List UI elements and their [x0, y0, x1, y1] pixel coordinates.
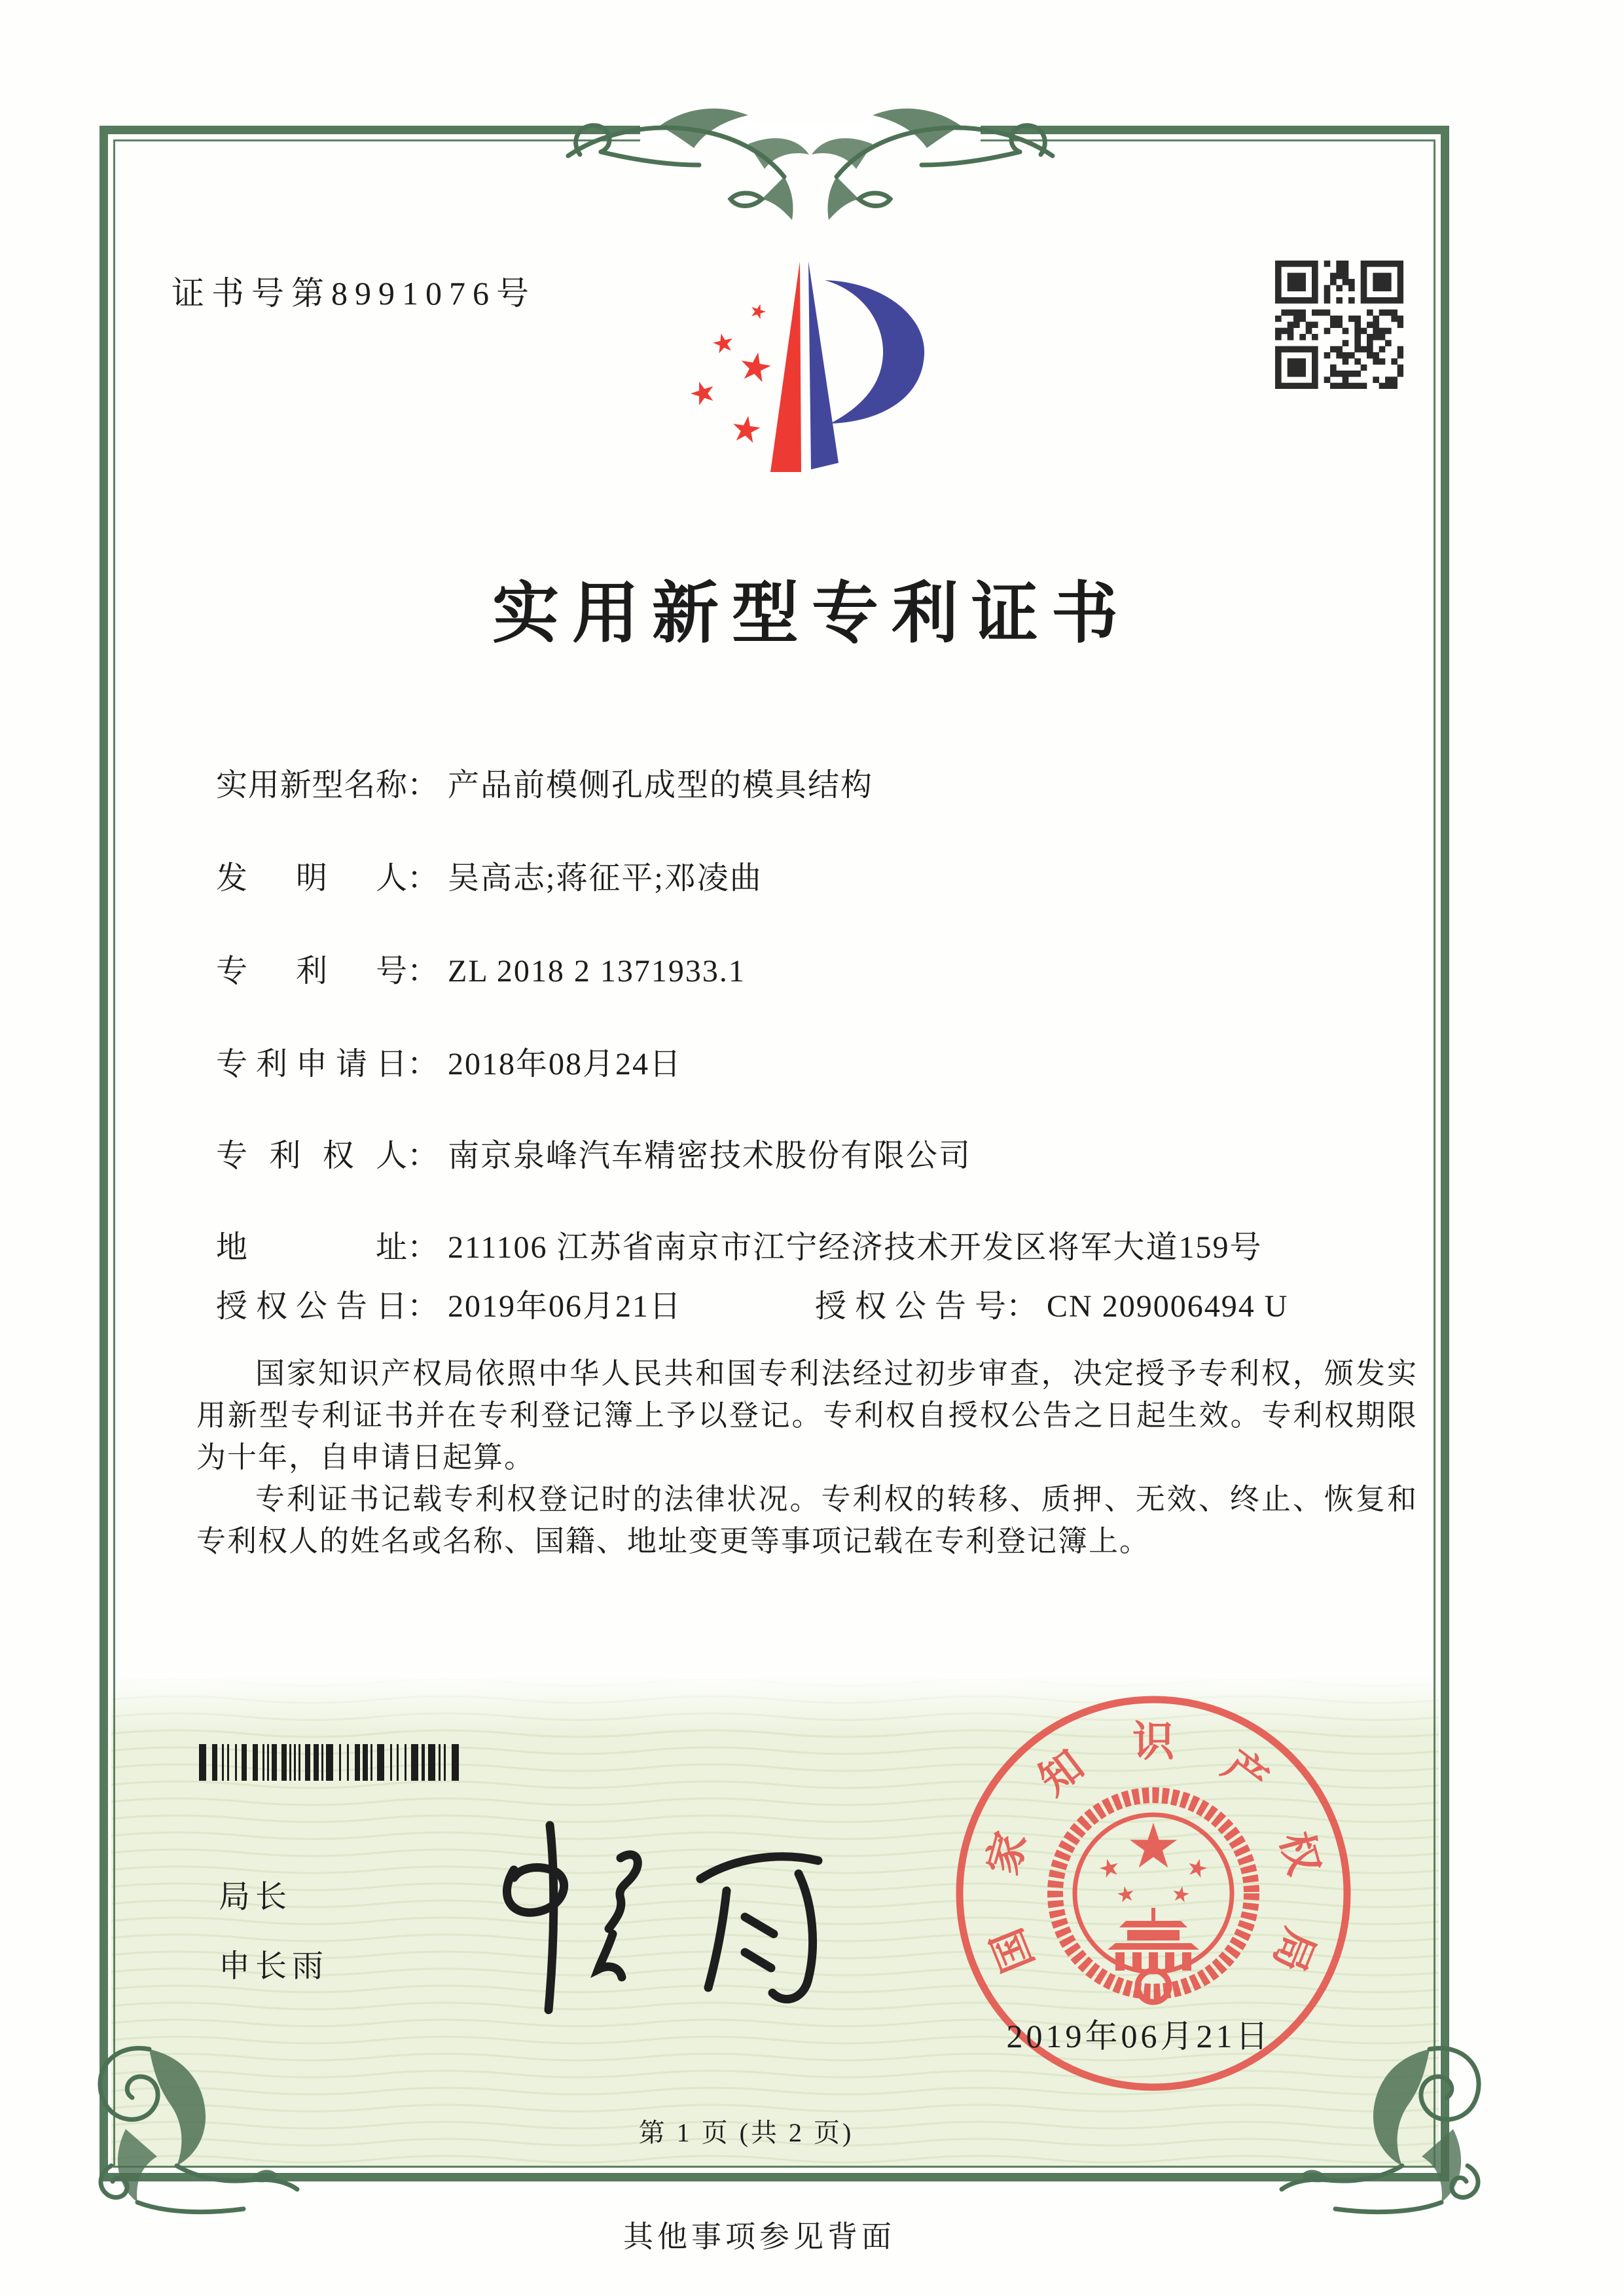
field-row-6: [216, 1222, 1440, 1265]
cnipa-logo-icon: [677, 255, 929, 481]
field-row-2: [216, 852, 1440, 896]
certificate-title: 实用新型专利证书: [492, 577, 1131, 651]
field-value: 产品前模侧孔成型的模具结构: [448, 768, 874, 803]
grant-date-label: 授权公告日: [216, 1289, 407, 1324]
grant-number-pair: [815, 1281, 1288, 1326]
legal-paragraph-2: 专利证书记载专利权登记时的法律状况。专利权的转移、质押、无效、终止、恢复和专利权人的姓名或名称、国籍、地址变更等事项记载在专利登记簿上。: [196, 1483, 1418, 1558]
grant-date-value: 2019年06月21日: [448, 1289, 683, 1324]
legal-paragraph-1: 国家知识产权局依照中华人民共和国专利法经过初步审查，决定授予专利权，颁发实用新型专利证书并在专利登记簿上予以登记。专利权自授权公告之日起生效。专利权期限为十年，自申请日起算。: [196, 1357, 1418, 1474]
top-center-ornament-icon: [562, 92, 1059, 232]
colon: ：: [407, 1289, 439, 1324]
page-number: 第 1 页 (共 2 页): [638, 2118, 854, 2147]
field-value: 吴高志;蒋征平;邓凌曲: [448, 861, 763, 896]
qr-code-icon: [1275, 261, 1403, 392]
grant-number-value: CN 209006494 U: [1047, 1289, 1289, 1324]
colon: ：: [407, 768, 439, 803]
field-row-4: [216, 1038, 1440, 1082]
grant-number-label: 授权公告号: [815, 1289, 1006, 1324]
field-value: 南京泉峰汽车精密技术股份有限公司: [448, 1139, 972, 1173]
seal-ring-char: 国: [983, 1922, 1043, 1978]
seal-ring-char: 产: [1214, 1741, 1276, 1804]
field-label: 地址: [216, 1230, 407, 1265]
handwritten-signature-icon: [452, 1819, 884, 2018]
field-label: 实用新型名称: [216, 768, 407, 803]
barcode-icon: [198, 1744, 462, 1784]
back-side-note: 其他事项参见背面: [623, 2220, 895, 2253]
field-label: 专利申请日: [216, 1047, 407, 1082]
grant-date-pair: [216, 1281, 682, 1326]
field-label: 发明人: [216, 861, 407, 896]
grant-row: [216, 1281, 1440, 1324]
field-row-5: [216, 1130, 1440, 1171]
colon: ：: [407, 1230, 439, 1265]
field-row-3: [216, 945, 1440, 989]
seal-ring-char: 家: [979, 1827, 1036, 1880]
certificate-number: 证书号第8991076号: [171, 275, 536, 312]
colon: ：: [407, 861, 439, 896]
colon: ：: [407, 1139, 439, 1173]
field-row-1: [216, 759, 1440, 803]
legal-text: [196, 1353, 1418, 1562]
commissioner-name: 申长雨: [219, 1949, 329, 1984]
field-value: 211106 江苏省南京市江宁经济技术开发区将军大道159号: [448, 1230, 1263, 1265]
colon: ：: [1006, 1289, 1038, 1324]
colon: ：: [407, 1047, 439, 1082]
field-value: 2018年08月24日: [448, 1047, 683, 1082]
seal-date: 2019年06月21日: [1006, 2018, 1272, 2054]
seal-ring-char: 识: [1132, 1719, 1174, 1765]
colon: ：: [407, 954, 439, 989]
field-value: ZL 2018 2 1371933.1: [448, 954, 746, 989]
field-label: 专利权人: [216, 1139, 407, 1173]
seal-ring-char: 知: [1030, 1741, 1092, 1804]
seal-ring-char: 权: [1271, 1827, 1327, 1880]
field-label: 专利号: [216, 954, 407, 989]
seal-ring-char: 局: [1264, 1922, 1324, 1978]
commissioner-title: 局长: [219, 1880, 293, 1914]
